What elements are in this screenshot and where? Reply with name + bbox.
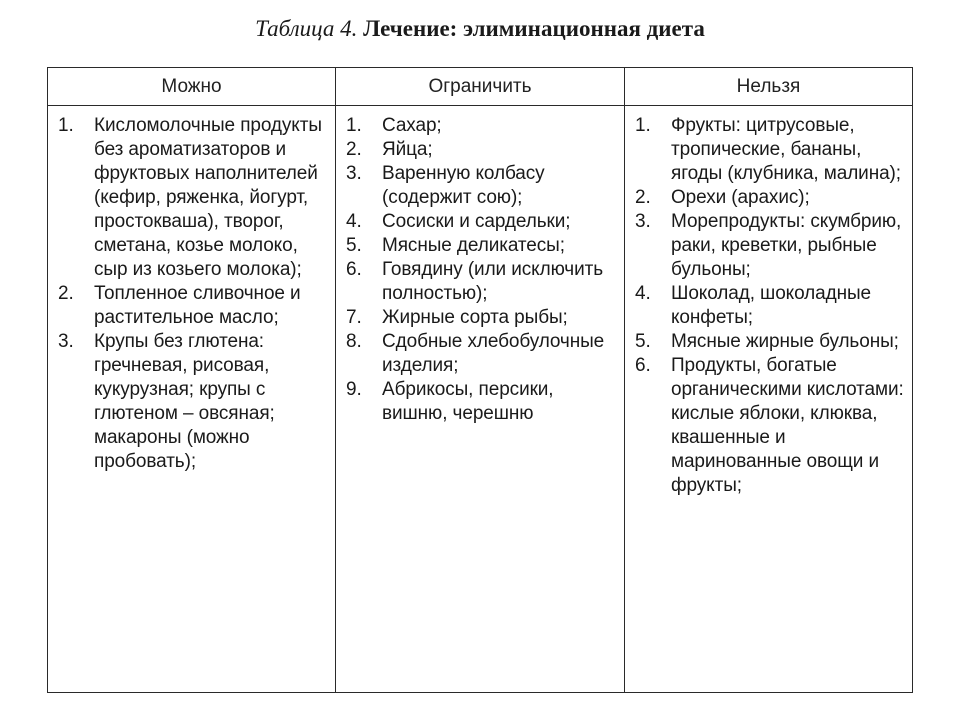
forbidden-list [625,106,912,498]
list-item [635,330,906,354]
list-item-text: Сдобные хлебобулочные изделия; [382,331,605,376]
column-allowed [48,106,336,693]
list-item-number: 9. [346,379,362,400]
list-item-text: Продукты, богатые органическими кислотами: кислые яблоки, клюква, квашенные и маринованные овощи и фрукты; [671,355,904,496]
list-item [635,186,906,210]
list-item-text: Варенную колбасу (содержит сою); [382,163,545,208]
list-item-text: Жирные сорта рыбы; [382,307,568,328]
list-item-text: Сахар; [382,115,442,136]
list-item [346,162,618,210]
list-item-text: Мясные деликатесы; [382,235,565,256]
list-item-text: Мясные жирные бульоны; [671,331,899,352]
column-forbidden [625,106,913,693]
list-item [346,210,618,234]
column-limited [336,106,625,693]
list-item-number: 6. [635,355,651,376]
list-item [346,258,618,306]
list-item-text: Орехи (арахис); [671,187,810,208]
list-item [346,306,618,330]
list-item [346,114,618,138]
list-item-text: Топленное сливочное и растительное масло; [94,283,301,328]
list-item [635,282,906,330]
list-item-number: 4. [346,211,362,232]
list-item-number: 3. [635,211,651,232]
list-item-number: 2. [58,283,74,304]
list-item-text: Фрукты: цитрусовые, тропические, бананы, ягоды (клубника, малина); [671,115,901,184]
limited-list [336,106,624,426]
list-item-text: Сосиски и сардельки; [382,211,571,232]
list-item-number: 3. [346,163,362,184]
list-item [346,378,618,426]
column-header-allowed: Можно [48,68,336,106]
list-item-number: 5. [635,331,651,352]
list-item [635,114,906,186]
list-item [58,330,329,474]
list-item-text: Яйца; [382,139,433,160]
list-item [346,330,618,378]
list-item [346,234,618,258]
table-caption [0,14,960,44]
list-item-number: 8. [346,331,362,352]
list-item-number: 2. [635,187,651,208]
list-item-number: 3. [58,331,74,352]
table-number: Таблица 4. [255,16,358,41]
elimination-diet-table [47,67,913,693]
column-header-limited: Ограничить [336,68,625,106]
list-item [635,210,906,282]
list-item [346,138,618,162]
list-item-text: Шоколад, шоколадные конфеты; [671,283,871,328]
list-item-number: 6. [346,259,362,280]
list-item-text: Говядину (или исключить полностью); [382,259,604,304]
list-item-number: 4. [635,283,651,304]
list-item [58,282,329,330]
header-row [48,68,913,106]
body-row [48,106,913,693]
list-item-number: 1. [346,115,362,136]
list-item-text: Абрикосы, персики, вишню, черешню [382,379,554,424]
allowed-list [48,106,335,474]
list-item-text: Морепродукты: скумбрию, раки, креветки, рыбные бульоны; [671,211,902,280]
list-item-number: 1. [58,115,74,136]
list-item-number: 2. [346,139,362,160]
column-header-forbidden: Нельзя [625,68,913,106]
table-title: Лечение: элиминационная диета [363,16,705,41]
list-item-text: Кисломолочные продукты без ароматизаторов и фруктовых наполнителей (кефир, ряженка, йогурт, простокваша), творог, сметана, козье молоко, сыр из козьего молока); [94,115,322,280]
list-item [635,354,906,498]
list-item-number: 5. [346,235,362,256]
list-item-text: Крупы без глютена: гречневая, рисовая, кукурузная; крупы с глютеном – овсяная; макароны (можно пробовать); [94,331,275,472]
list-item-number: 1. [635,115,651,136]
list-item-number: 7. [346,307,362,328]
list-item [58,114,329,282]
